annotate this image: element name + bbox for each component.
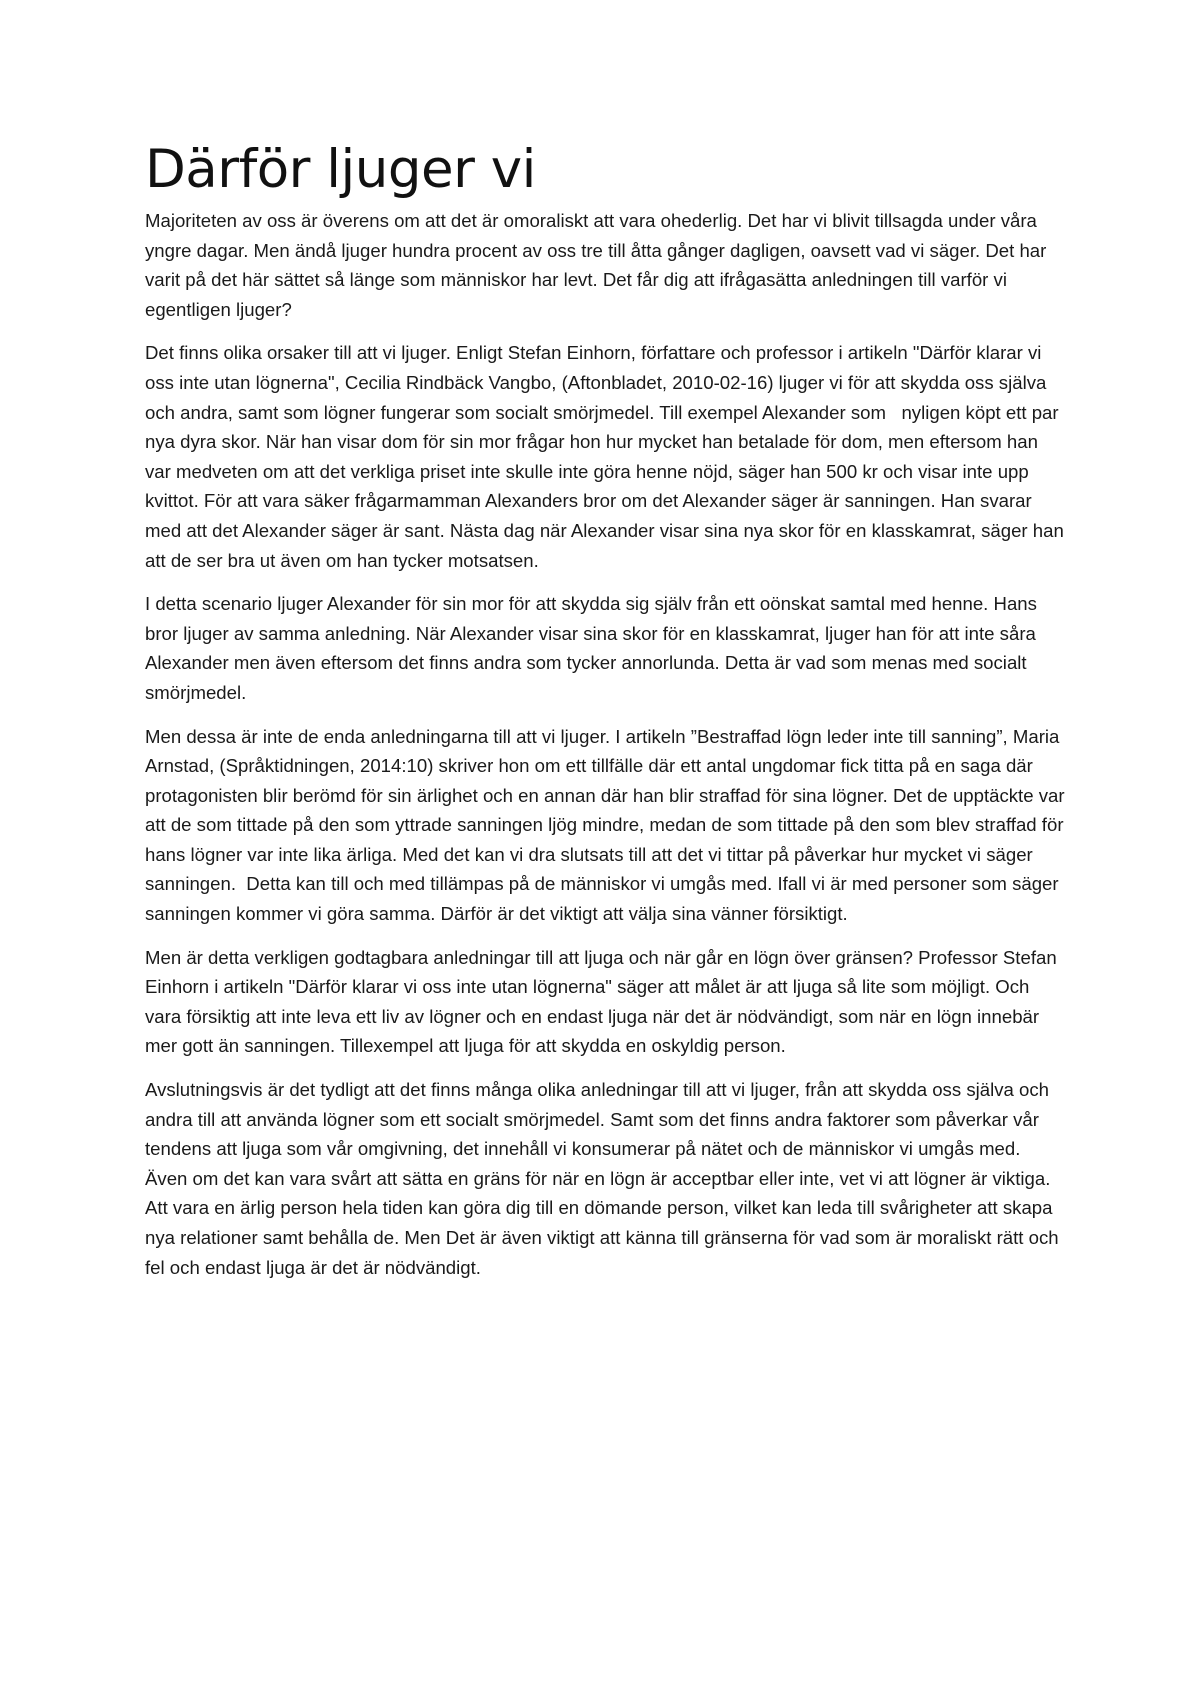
document-body bbox=[145, 139, 1070, 1296]
paragraph-scenario: I detta scenario ljuger Alexander för sin mor för att skydda sig själv från ett oönskat samtal med henne. Hans bror ljuger av samma anledning. När Alexander visar sina skor för en klasskamrat, ljuger han för att inte såra Alexander men även eftersom det finns andra som tycker annorlunda. Detta är vad som menas med socialt smörjmedel. bbox=[145, 593, 1043, 703]
paragraph-limits: Men är detta verkligen godtagbara anledningar till att ljuga och när går en lögn över gränsen? Professor Stefan Einhorn i artikeln "Därför klarar vi oss inte utan lögnerna" säger att målet är att ljuga så lite som möjligt. Och vara försiktig att inte leva ett liv av lögner och en endast ljuga när det är nödvändigt, som när en lögn innebär mer gott än sanningen. Tillexempel att ljuga för att skydda en oskyldig person. bbox=[145, 946, 1062, 1057]
paragraph-conclusion: Avslutningsvis är det tydligt att det finns många olika anledningar till att vi ljuger, från att skydda oss själva och andra till att använda lögner som ett socialt smörjmedel. Samt som det finns andra faktorer som påverkar vår tendens att ljuga som vår omgivning, det innehåll vi konsumerar på nätet och de människor vi umgås med. Även om det kan vara svårt att sätta en gräns för när en lögn är acceptbar eller inte, vet vi att lögner är viktiga. Att vara en ärlig person hela tiden kan göra dig till en dömande person, vilket kan leda till svårigheter att skapa nya relationer samt behålla de. Men Det är även viktigt att känna till gränserna för vad som är moraliskt rätt och fel och endast ljuga är det är nödvändigt. bbox=[145, 1079, 1064, 1278]
paragraph-intro: Majoriteten av oss är överens om att det är omoraliskt att vara ohederlig. Det har vi blivit tillsagda under våra yngre dagar. Men ändå ljuger hundra procent av oss tre till åtta gånger dagligen, oavsett vad vi säger. Det har varit på det här sättet så länge som människor har levt. Det får dig att ifrågasätta anledningen till varför vi egentligen ljuger? bbox=[145, 210, 1052, 320]
paragraph-study: Men dessa är inte de enda anledningarna till att vi ljuger. I artikeln ”Bestraffad lögn leder inte till sanning”, Maria Arnstad, (Språktidningen, 2014:10) skriver hon om ett tillfälle där ett antal ungdomar fick titta på en saga där protagonisten blir berömd för sin ärlighet och en annan där han blir straffad för sina lögner. Det de upptäckte var att de som tittade på den som yttrade sanningen ljög mindre, medan de som tittade på den som blev straffad för hans lögner var inte lika ärliga. Med det kan vi dra slutsats till att det vi tittar på påverkar hur mycket vi säger sanningen. Detta kan till och med tillämpas på de människor vi umgås med. Ifall vi är med personer som säger sanningen kommer vi göra samma. Därför är det viktigt att välja sina vänner försiktigt. bbox=[145, 725, 1070, 925]
paragraph-reasons: Det finns olika orsaker till att vi ljuger. Enligt Stefan Einhorn, författare och professor i artikeln "Därför klarar vi oss inte utan lögnerna", Cecilia Rindbäck Vangbo, (Aftonbladet, 2010-02-16) ljuger vi för att skydda oss själva och andra, samt som lögner fungerar som socialt smörjmedel. Till exempel Alexander som nyligen köpt ett par nya dyra skor. När han visar dom för sin mor frågar hon hur mycket han betalade för dom, men eftersom han var medveten om att det verkliga priset inte skulle inte göra henne nöjd, säger han 500 kr och visar inte upp kvittot. För att vara säker frågarmamman Alexanders bror om det Alexander säger är sanningen. Han svarar med att det Alexander säger är sant. Nästa dag när Alexander visar sina nya skor för en klasskamrat, säger han att de ser bra ut även om han tycker motsatsen. bbox=[145, 342, 1069, 571]
document-title: Därför ljuger vi bbox=[145, 139, 536, 200]
